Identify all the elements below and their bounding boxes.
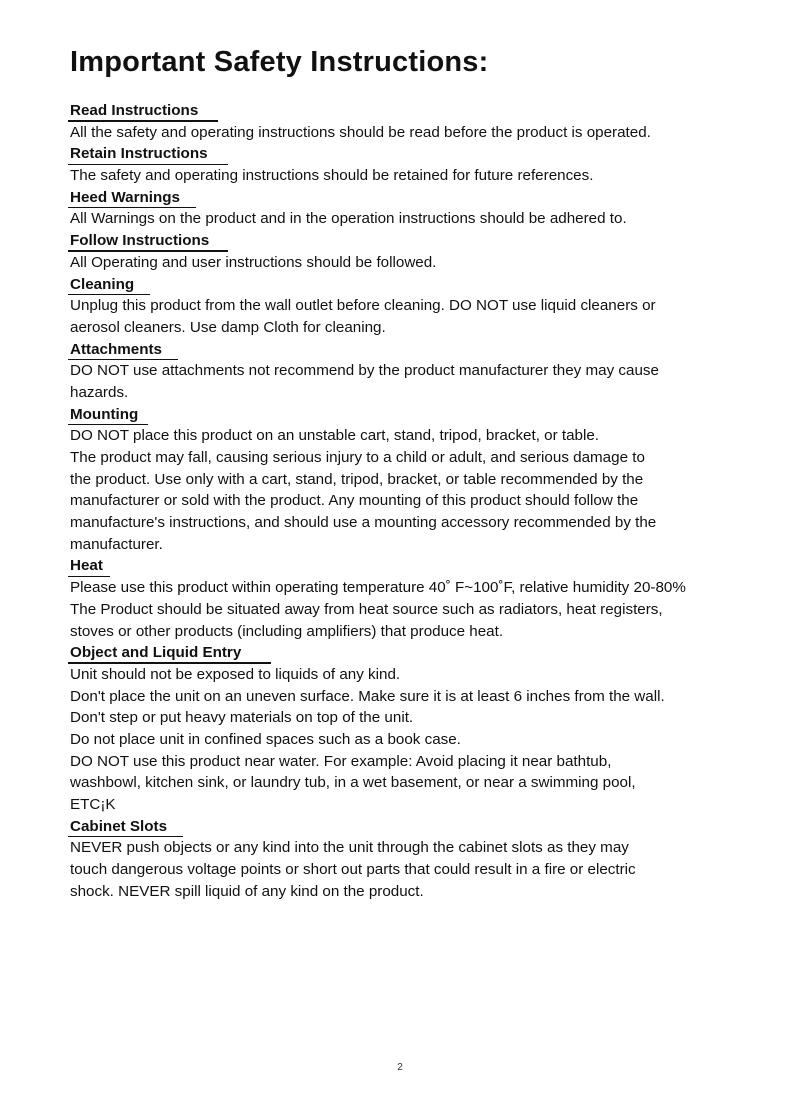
- section-body-line: Please use this product within operating temperature 40˚ F~100˚F, relative humidity 20-80%: [70, 579, 686, 597]
- heading-underline: [68, 359, 178, 361]
- section-body-line: shock. NEVER spill liquid of any kind on the product.: [70, 882, 424, 900]
- section-body-line: washbowl, kitchen sink, or laundry tub, in a wet basement, or near a swimming pool,: [70, 774, 636, 792]
- page-title: Important Safety Instructions:: [70, 46, 489, 78]
- section-body-line: hazards.: [70, 383, 129, 401]
- section-heading: [70, 274, 770, 296]
- section-body-line: NEVER push objects or any kind into the unit through the cabinet slots as they may: [70, 839, 629, 857]
- section-heading-label: Heat: [70, 557, 103, 575]
- section-body-line: DO NOT place this product on an unstable cart, stand, tripod, bracket, or table.: [70, 427, 600, 445]
- section-body-line: touch dangerous voltage points or short out parts that could result in a fire or electric: [70, 861, 636, 879]
- section-body-line: All Warnings on the product and in the operation instructions should be adhered to.: [70, 210, 627, 228]
- section-body-line: aerosol cleaners. Use damp Cloth for cleaning.: [70, 318, 386, 336]
- section-heading: [70, 555, 770, 577]
- section-body-line: Unplug this product from the wall outlet before cleaning. DO NOT use liquid cleaners or: [70, 297, 656, 315]
- section-body-line: stoves or other products (including amplifiers) that produce heat.: [70, 622, 504, 640]
- section-heading-label: Follow Instructions: [70, 232, 210, 250]
- section-heading: [70, 143, 770, 165]
- section-body-line: the product. Use only with a cart, stand, tripod, bracket, or table recommended by the: [70, 470, 644, 488]
- heading-underline: [68, 662, 271, 664]
- section-heading-label: Cabinet Slots: [70, 817, 168, 835]
- section-body-line: Don't step or put heavy materials on top of the unit.: [70, 709, 414, 727]
- section-heading: [70, 404, 770, 426]
- section-heading-label: Object and Liquid Entry: [70, 644, 242, 662]
- heading-underline: [68, 294, 150, 296]
- section-body-line: Unit should not be exposed to liquids of any kind.: [70, 665, 401, 683]
- section-heading-label: Attachments: [70, 340, 162, 358]
- section-heading: [70, 339, 770, 361]
- section-body-line: Don't place the unit on an uneven surface. Make sure it is at least 6 inches from the wall.: [70, 687, 665, 705]
- section-body-line: The product may fall, causing serious injury to a child or adult, and serious damage to: [70, 449, 645, 466]
- section-heading-label: Read Instructions: [70, 102, 199, 119]
- section-heading: [70, 816, 770, 838]
- section-body-line: manufacturer or sold with the product. Any mounting of this product should follow the: [70, 492, 639, 510]
- section-heading: [70, 642, 770, 664]
- section-body-line: manufacturer.: [70, 535, 163, 553]
- section-body-line: All the safety and operating instructions should be read before the product is operated.: [70, 123, 651, 141]
- section-heading: [70, 230, 770, 252]
- section-body-line: ETC¡K: [70, 796, 116, 813]
- heading-underline: [68, 424, 148, 426]
- section-heading: [70, 100, 770, 122]
- section-body-line: DO NOT use attachments not recommend by the product manufacturer they may cause: [70, 362, 659, 380]
- heading-underline: [68, 250, 228, 252]
- section-heading-label: Heed Warnings: [70, 188, 180, 206]
- section-heading-label: Retain Instructions: [70, 145, 208, 163]
- section-body-line: Do not place unit in confined spaces such as a book case.: [70, 730, 461, 748]
- heading-underline: [68, 836, 183, 838]
- heading-underline: [68, 576, 110, 578]
- section-body-line: The safety and operating instructions should be retained for future references.: [70, 167, 594, 185]
- heading-underline: [68, 120, 218, 122]
- heading-underline: [68, 207, 196, 209]
- section-heading-label: Mounting: [70, 405, 139, 423]
- heading-underline: [68, 164, 228, 166]
- section-heading: [70, 187, 770, 209]
- safety-instructions-content: [70, 100, 770, 902]
- page-number: 2: [397, 1062, 403, 1073]
- section-heading-label: Cleaning: [70, 275, 135, 293]
- section-body-line: All Operating and user instructions should be followed.: [70, 253, 437, 271]
- section-body-line: The Product should be situated away from heat source such as radiators, heat registers,: [70, 600, 663, 618]
- section-body-line: DO NOT use this product near water. For example: Avoid placing it near bathtub,: [70, 752, 612, 770]
- section-body-line: manufacture's instructions, and should use a mounting accessory recommended by the: [70, 514, 657, 532]
